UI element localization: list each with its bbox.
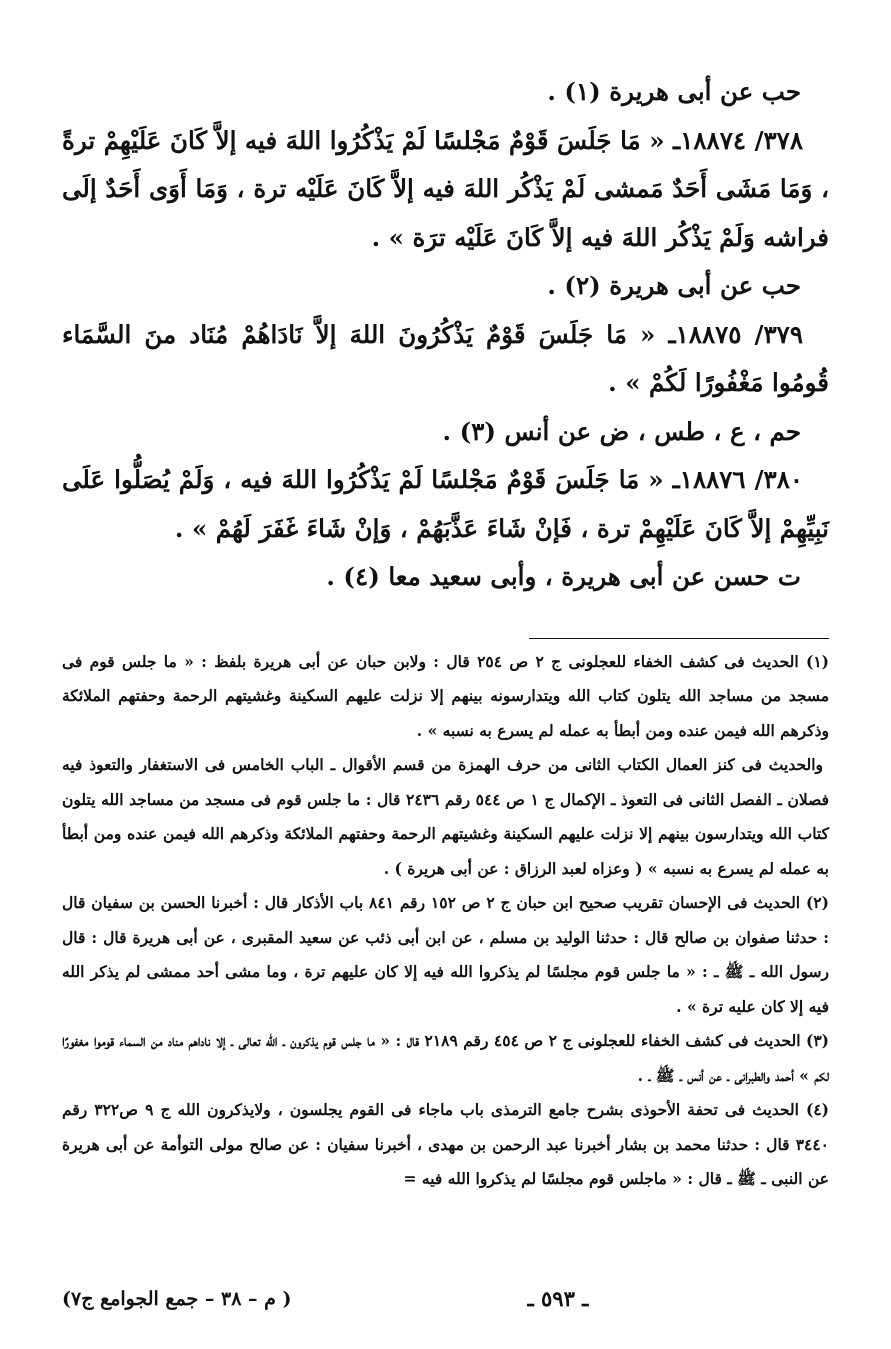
hadith-379: ٣٧٩/ ١٨٨٧٥ـ « مَا جَلَسَ قَوْمٌ يَذْكُرُونَ اللهَ إلاَّ نَادَاهُمْ مُنَاد منَ السَّمَاء قُومُوا مَغْفُورًا لَكُمْ » .: [62, 319, 829, 397]
hadith-380: ٣٨٠/ ١٨٨٧٦ـ « مَا جَلَسَ قَوْمٌ مَجْلسًا لَمْ يَذْكُرُوا اللهَ فيه ، وَلَمْ يُصَلُّوا عَلَى نَبِيِّهِمْ إلاَّ كَانَ عَلَيْهِمْ ترة ، فَإنْ شَاءَ عَذَّبَهُمْ ، وَإنْ شَاءَ غَفَرَ لَهُمْ » .: [62, 465, 829, 543]
footnotes: [62, 645, 829, 1197]
footnote-4: (٤) الحديث فى تحفة الأحوذى بشرح جامع الترمذى باب ماجاء فى القوم يجلسون ، ولايذكرون الله ج ٩ ص٣٢٢ رقم ٣٤٤٠ قال : حدثنا محمد بن بشار أخبرنا عبد الرحمن بن مهدى ، أخبرنا سفيان : عن صالح مولى التوأمة عن أبى هريرة عن النبى ـ ﷺ ـ قال : « ماجلس قوم مجلسًا لم يذكروا الله فيه =: [62, 1100, 829, 1188]
page-number: ـ ٥٩٣ ـ: [527, 1286, 589, 1311]
footnote-1: (١) الحديث فى كشف الخفاء للعجلونى ج ٢ ص ٢٥٤ قال : ولابن حبان عن أبى هريرة بلفظ : « ما جلس قوم فى مسجد من مساجد الله يتلون كتاب الله ويتدارسونه بينهم إلا نزلت عليهم السكينة وغشيتهم الرحمة وحفتهم الملائكة وذكرهم الله فيمن عنده ومن أبطأ به عمله لم يسرع به نسبه » .: [62, 651, 829, 740]
footnote-1-continuation: والحديث فى كنز العمال الكتاب الثانى من حرف الهمزة من قسم الأقوال ـ الباب الخامس فى الاستغفار والتعوذ فيه فصلان ـ الفصل الثانى فى التعوذ ـ الإكمال ج ١ ص ٥٤٤ رقم ٢٤٣٦ قال : ما جلس قوم فى مسجد من مساجد الله يتلون كتاب الله ويتدارسون بينهم إلا نزلت عليهم السكينة وغشيتهم الرحمة وحفتهم الملائكة وذكرهم الله فيمن عنده ومن أبطأ به عمله لم يسرع به نسبه » ( وعزاه لعبد الرزاق : عن أبى هريرة ) .: [62, 755, 829, 878]
volume-reference: ( م – ٣٨ – جمع الجوامع ج٧): [62, 1287, 292, 1310]
hadith-378: ٣٧٨/ ١٨٨٧٤ـ « مَا جَلَسَ قَوْمٌ مَجْلسًا لَمْ يَذْكُرُوا اللهَ فيه إلاَّ كَانَ عَلَيْهِمْ ترةً ، وَمَا مَشَى أَحَدٌ مَمشى لَمْ يَذْكُر اللهَ فيه إلاَّ كَانَ عَلَيْه ترة ، وَمَا أَوَى أَحَدٌ إلَى فراشه وَلَمْ يَذْكُر اللهَ فيه إلاَّ كَانَ عَلَيْه ترَة » .: [62, 125, 829, 252]
source-line: حب عن أبى هريرة (٢) .: [547, 271, 801, 300]
source-line: ت حسن عن أبى هريرة ، وأبى سعيد معا (٤) .: [326, 562, 801, 591]
source-line: حم ، ع ، طس ، ض عن أنس (٣) .: [442, 416, 801, 446]
page-footer: [62, 1286, 829, 1311]
footnote-3: (٣) الحديث فى كشف الخفاء للعجلونى ج ٢ ص ٤٥٤ رقم ٢١٨٩ قال : « ما جلس قوم يذكرون ـ الله تعالى ـ إلا ناداهم مناد من السماء قوموا مغفورًا لكم » أحمد والطبرانى ـ عن أنس ـ ﷺ ـ .: [62, 1031, 829, 1085]
footnote-2: (٢) الحديث فى الإحسان تقريب صحيح ابن حبان ج ٢ ص ١٥٢ رقم ٨٤١ باب الأذكار قال : أخبرنا الحسن بن سفيان قال : حدثنا صفوان بن صالح قال : حدثنا الوليد بن مسلم ، عن ابن أبى ذئب عن سعيد المقبرى ، عن أبى هريرة قال : قال رسول الله ـ ﷺ ـ : « ما جلس قوم مجلسًا لم يذكروا الله فيه إلا كان عليهم ترة ، وما مشى أحد ممشى لم يذكر الله فيه إلا كان عليه ترة » .: [62, 893, 829, 1016]
footnote-divider: [529, 638, 829, 639]
source-line: حب عن أبى هريرة (١) .: [547, 77, 801, 106]
hadith-body: [62, 68, 829, 602]
